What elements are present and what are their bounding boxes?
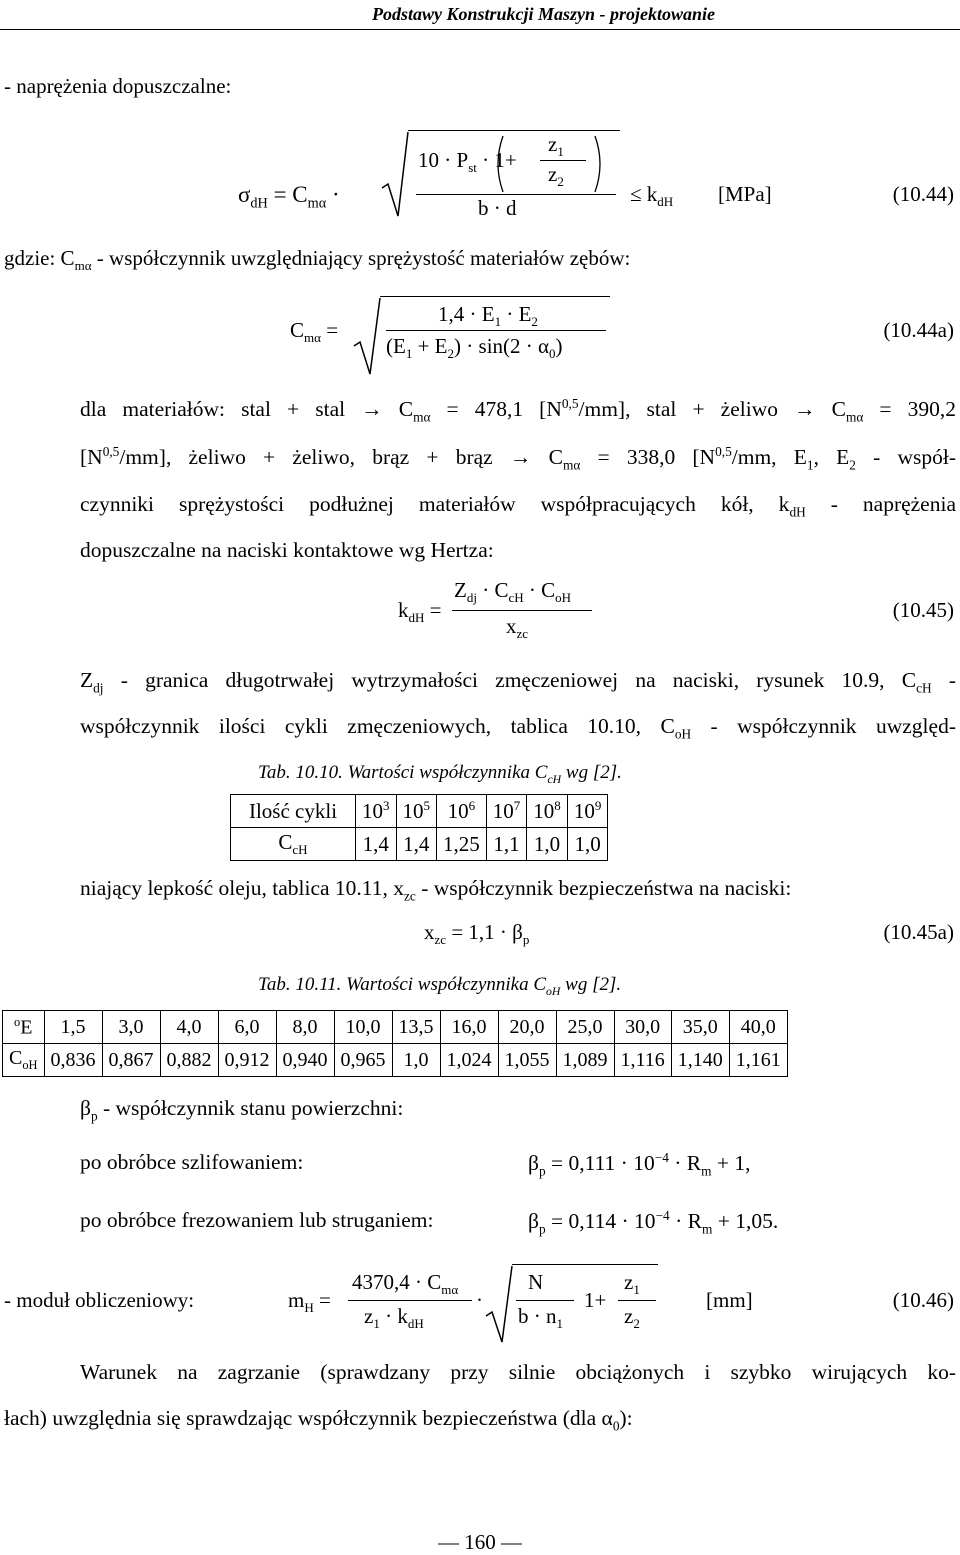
paragraph-line: $[N^{0,5}/mm]$, żeliwo + żeliwo, brąz + brąz → $C_{m\alpha} = 338,0$ [$N^{0,5}/mm$, $E_1$, $E_2$ - współ-: [80, 444, 957, 473]
table-cell: 4,0: [160, 1011, 218, 1044]
table-10-11: [2, 1010, 788, 1077]
paragraph-line: łach) uwzględnia się sprawdzając współczynnik bezpieczeństwa (dla $\alpha_0$):: [4, 1406, 633, 1434]
page-header-title: Podstawy Konstrukcji Maszyn - projektowanie: [371, 4, 715, 24]
table-cell: 1,161: [729, 1044, 787, 1077]
table-row: [3, 1011, 788, 1044]
table-cell: 6,0: [218, 1011, 276, 1044]
milling-equation: $\beta_p = 0,114 \cdot 10^{-4} \cdot R_m + 1,05$.: [528, 1208, 779, 1237]
equation-10-44a: $C_{m\alpha}$ = $1,4 \cdot E_1 \cdot E_2$ $(E_1 + E_2) \cdot \sin(2 \cdot \alpha_0)$: [290, 296, 670, 376]
equation-number-10-44: (10.44): [892, 182, 954, 206]
table-cell: 40,0: [729, 1011, 787, 1044]
table-cell: 1,1: [486, 828, 527, 861]
table-cell: 0,867: [102, 1044, 160, 1077]
table-cell: $C_{oH}$: [3, 1044, 45, 1077]
page-number: — 160 —: [438, 1530, 522, 1554]
table-cell: 1,055: [498, 1044, 556, 1077]
table-cell: 1,25: [437, 828, 487, 861]
table-row: [231, 828, 608, 861]
table-cell: $C_{cH}$: [231, 828, 356, 861]
grinding-equation: $\beta_p = 0,111 \cdot 10^{-4} \cdot R_m + 1$,: [528, 1150, 751, 1179]
paragraph-line: Warunek na zagrzanie (sprawdzany przy silnie obciążonych i szybko wirujących ko-: [80, 1360, 956, 1384]
equation-10-46: $m_H$ = $4370,4 \cdot C_{m\alpha}$ $z_1 \cdot k_{dH}$ · N $b \cdot n_1$ 1+ $z_1$ $z_2$: [288, 1262, 688, 1342]
table-cell: 0,940: [276, 1044, 334, 1077]
table-cell: 3,0: [102, 1011, 160, 1044]
equation-10-45: $k_{dH}$ = $Z_{dj} \cdot C_{cH} \cdot C_{oH}$ $x_{zc}$: [398, 576, 598, 652]
table-cell: 1,0: [527, 828, 568, 861]
equation-number-10-45: (10.45): [892, 598, 954, 622]
milling-label: po obróbce frezowaniem lub struganiem:: [80, 1208, 434, 1232]
table-cell: 0,912: [218, 1044, 276, 1077]
where-line: gdzie: $C_{m\alpha}$ - współczynnik uwzględniający sprężystość materiałów zębów:: [4, 246, 631, 274]
table-cell: 35,0: [671, 1011, 729, 1044]
table-cell: 1,116: [614, 1044, 671, 1077]
table-cell: 10,0: [334, 1011, 392, 1044]
paragraph-line: niający lepkość oleju, tablica 10.11, $x_{zc}$ - współczynnik bezpieczeństwa na naciski:: [80, 876, 792, 904]
table-caption: Tab. 10.10. Wartości współczynnika $C_{cH}$ wg [2].: [258, 762, 622, 786]
equation-10-44: $\sigma_{dH} = C_{m\alpha}$ · $10 \cdot P_{st} \cdot 1+$ $z_1$ $z_2$ b · d ≤ $k_{dH}$ [MPa]: [238, 132, 772, 220]
table-cell: 0,965: [334, 1044, 392, 1077]
paragraph-line: czynniki sprężystości podłużnej materiałów współpracujących kół, $k_{dH}$ - naprężenia: [80, 492, 956, 520]
table-cell: 1,5: [44, 1011, 102, 1044]
table-caption: Tab. 10.11. Wartości współczynnika $C_{oH}$ wg [2].: [258, 974, 622, 998]
table-cell: 8,0: [276, 1011, 334, 1044]
table-cell: 20,0: [498, 1011, 556, 1044]
table-cell: $10^5$: [396, 795, 437, 828]
paragraph-line: $Z_{dj}$ - granica długotrwałej wytrzymałości zmęczeniowej na naciski, rysunek 10.9, $C_{cH}$ -: [80, 668, 956, 696]
equation-number-10-45a: (10.45a): [883, 920, 954, 944]
table-cell: $^o$E: [3, 1011, 45, 1044]
header-rule: [0, 29, 960, 30]
paragraph-line: współczynnik ilości cykli zmęczeniowych, tablica 10.10, $C_{oH}$ - współczynnik uwzględ-: [80, 714, 956, 742]
table-cell: $10^7$: [486, 795, 527, 828]
table-cell: 13,5: [392, 1011, 440, 1044]
table-cell: 1,089: [556, 1044, 614, 1077]
table-cell: 1,024: [440, 1044, 498, 1077]
equation-10-45a: $x_{zc} = 1,1 \cdot \beta_p$: [424, 920, 530, 948]
table-cell: $10^3$: [356, 795, 397, 828]
table-row: [3, 1044, 788, 1077]
equation-number-10-46: (10.46): [892, 1288, 954, 1312]
beta-definition: $\beta_p$ - współczynnik stanu powierzchni:: [80, 1096, 404, 1124]
table-cell: 1,4: [356, 828, 397, 861]
table-cell: 1,0: [392, 1044, 440, 1077]
table-cell: $10^6$: [437, 795, 487, 828]
table-cell: 0,882: [160, 1044, 218, 1077]
table-cell: $10^9$: [567, 795, 608, 828]
paragraph-line: dopuszczalne na naciski kontaktowe wg Hertza:: [80, 538, 494, 562]
table-cell: 30,0: [614, 1011, 671, 1044]
paragraph-line: dla materiałów: stal + stal → $C_{m\alpha} = 478,1$ $[N^{0,5}/mm]$, stal + żeliwo → $C_{m\alpha} = 390,2$: [80, 396, 956, 425]
table-cell: 1,140: [671, 1044, 729, 1077]
table-cell: $10^8$: [527, 795, 568, 828]
radical-sign: [380, 130, 410, 220]
table-cell: 25,0: [556, 1011, 614, 1044]
section-allowable-stresses: - naprężenia dopuszczalne:: [4, 74, 232, 98]
equation-number-10-44a: (10.44a): [883, 318, 954, 342]
unit-mm: [mm]: [706, 1288, 753, 1312]
table-10-10: [230, 794, 608, 861]
table-cell: 16,0: [440, 1011, 498, 1044]
table-cell: 1,0: [567, 828, 608, 861]
table-cell: 1,4: [396, 828, 437, 861]
table-row: [231, 795, 608, 828]
module-label: - moduł obliczeniowy:: [4, 1288, 195, 1312]
table-cell: Ilość cykli: [231, 795, 356, 828]
grinding-label: po obróbce szlifowaniem:: [80, 1150, 304, 1174]
table-cell: 0,836: [44, 1044, 102, 1077]
